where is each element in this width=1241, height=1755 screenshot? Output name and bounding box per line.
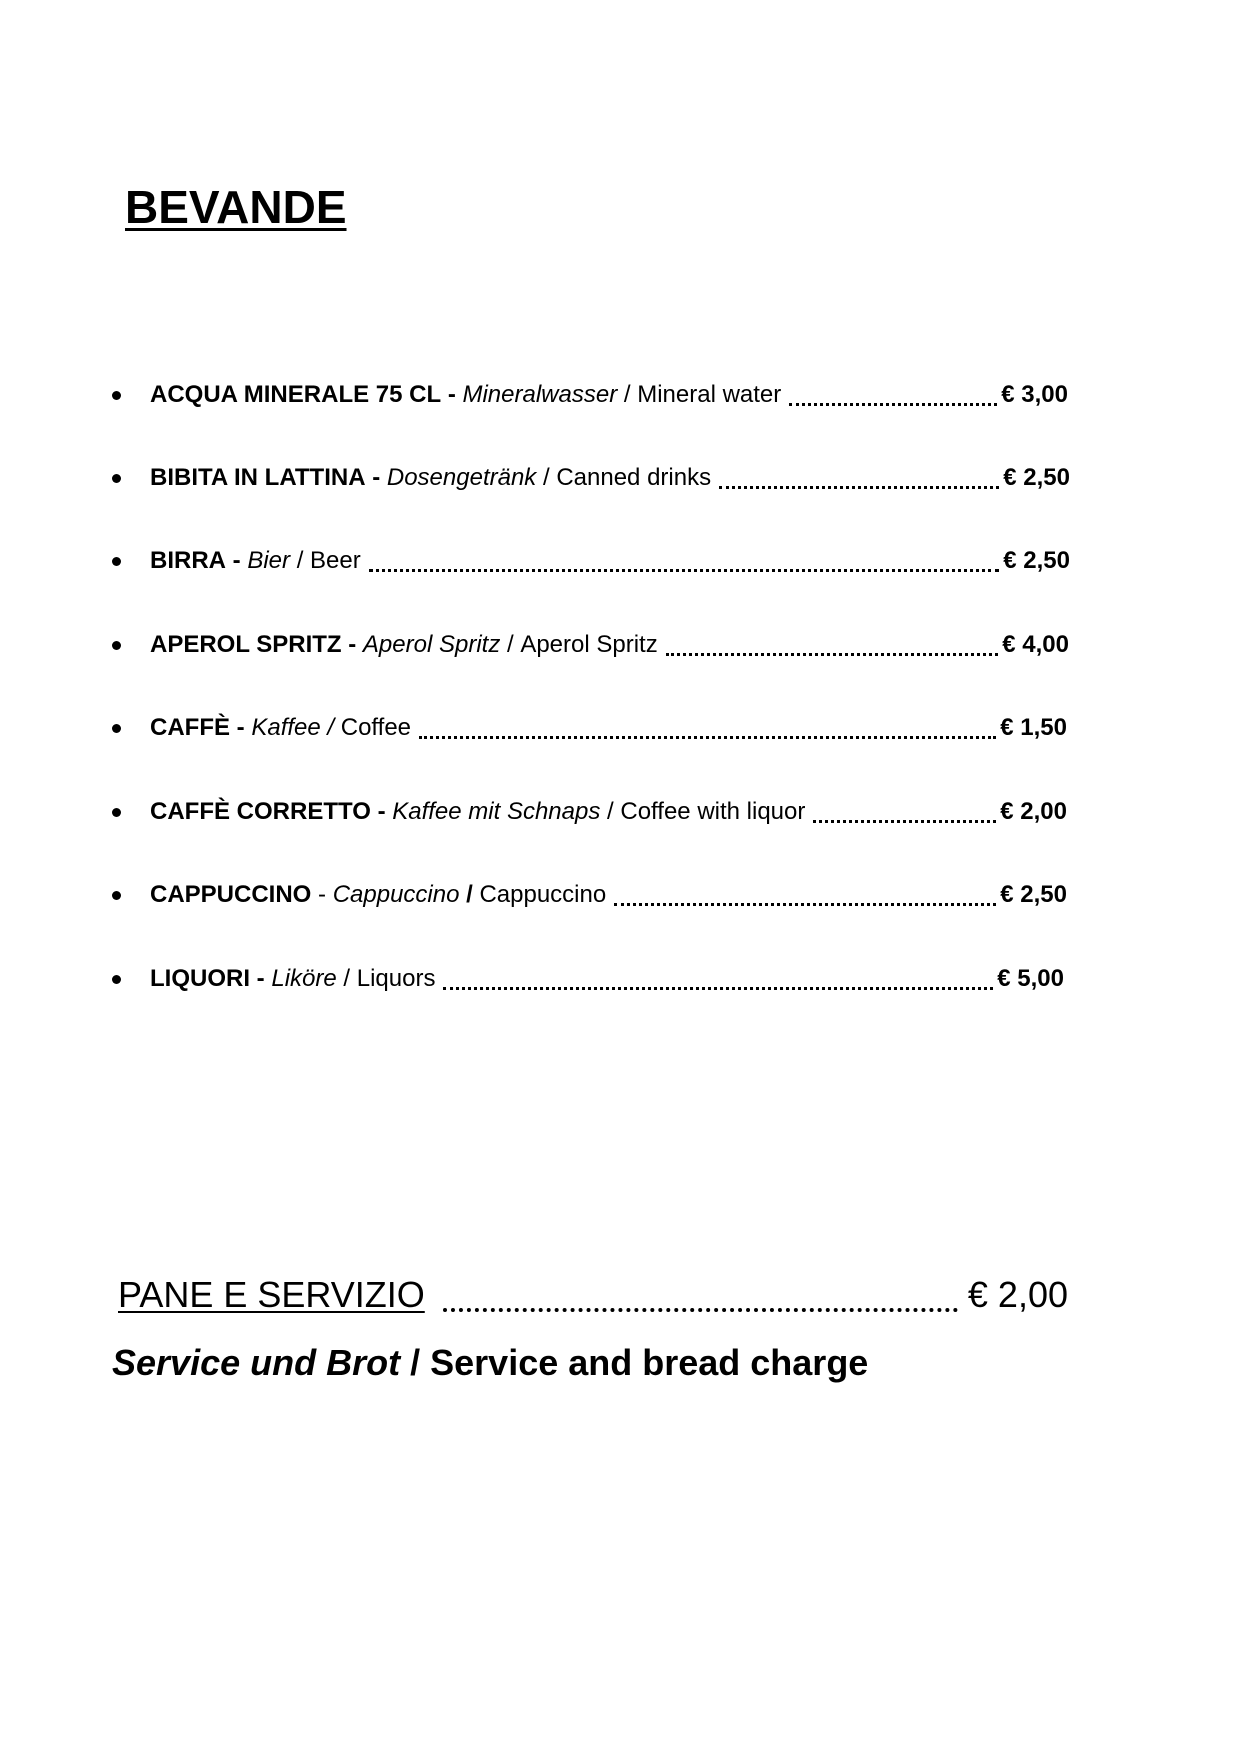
item-english: Beer — [310, 547, 361, 574]
item-english: Coffee — [340, 714, 412, 741]
item-slash: / — [466, 881, 473, 908]
bullet-icon — [112, 891, 121, 900]
item-slash: / — [607, 798, 614, 825]
item-english: Mineral water — [637, 381, 782, 408]
item-price: € 3,00 — [1001, 381, 1068, 408]
item-name: LIQUORI — [150, 965, 250, 992]
item-name: CAFFÈ CORRETTO — [150, 798, 371, 825]
dot-leader — [443, 968, 993, 996]
item-price: € 5,00 — [997, 965, 1064, 992]
list-item — [112, 378, 1068, 412]
dot-leader — [813, 801, 996, 829]
service-slash: / — [410, 1342, 421, 1383]
item-slash: / — [296, 547, 304, 574]
list-item — [112, 544, 1070, 578]
dot-leader — [419, 717, 996, 745]
item-german: Mineralwasser — [462, 381, 618, 408]
dot-leader — [369, 550, 1000, 578]
bullet-icon — [112, 641, 121, 650]
item-german: Liköre — [271, 965, 337, 992]
item-name: CAPPUCCINO — [150, 881, 312, 908]
item-english: Liquors — [356, 965, 436, 992]
dot-leader — [443, 1280, 958, 1320]
item-slash: / — [623, 381, 631, 408]
item-name: APEROL SPRITZ — [150, 631, 342, 658]
item-german: Aperol Spritz — [362, 631, 501, 658]
list-item — [112, 461, 1070, 495]
item-german: Cappuccino — [332, 881, 460, 908]
item-slash: / — [343, 965, 351, 992]
item-separator: - — [348, 631, 357, 658]
item-name: BIRRA — [150, 547, 226, 574]
item-separator: - — [447, 381, 456, 408]
item-name: CAFFÈ — [150, 714, 230, 741]
item-german: Dosengetränk — [386, 464, 537, 491]
list-item — [112, 711, 1067, 745]
item-english: Cappuccino — [479, 881, 607, 908]
bullet-icon — [112, 975, 121, 984]
dot-leader — [719, 467, 999, 495]
dot-leader — [614, 884, 996, 912]
dot-leader — [789, 384, 997, 412]
item-slash: / — [542, 464, 550, 491]
item-slash: / — [506, 631, 514, 658]
item-price: € 2,50 — [1003, 547, 1070, 574]
list-item — [112, 878, 1067, 912]
service-subtitle — [112, 1342, 868, 1384]
item-english: Coffee with liquor — [620, 798, 806, 825]
item-separator: - — [372, 464, 381, 491]
bullet-icon — [112, 557, 121, 566]
service-german: Service und Brot — [112, 1342, 401, 1383]
item-separator: - — [236, 714, 245, 741]
item-price: € 1,50 — [1000, 714, 1067, 741]
bullet-icon — [112, 391, 121, 400]
item-price: € 2,50 — [1003, 464, 1070, 491]
item-name: ACQUA MINERALE 75 CL — [150, 381, 442, 408]
service-charge-row — [118, 1270, 1068, 1320]
page-title: BEVANDE — [125, 181, 347, 233]
item-german: Kaffee mit Schnaps — [392, 798, 601, 825]
bullet-icon — [112, 724, 121, 733]
item-separator: - — [256, 965, 265, 992]
item-english: Aperol Spritz — [520, 631, 658, 658]
service-price: € 2,00 — [967, 1274, 1068, 1315]
list-item — [112, 628, 1069, 662]
item-separator: - — [377, 798, 386, 825]
service-english: Service and bread charge — [430, 1342, 869, 1383]
item-price: € 2,00 — [1000, 798, 1067, 825]
item-separator: - — [318, 881, 327, 908]
item-german: Bier — [247, 547, 291, 574]
item-german: Kaffee / — [251, 714, 335, 741]
dot-leader — [666, 634, 999, 662]
service-title: PANE E SERVIZIO — [118, 1274, 425, 1315]
item-separator: - — [232, 547, 241, 574]
bullet-icon — [112, 808, 121, 817]
item-price: € 2,50 — [1000, 881, 1067, 908]
item-english: Canned drinks — [556, 464, 712, 491]
list-item — [112, 962, 1064, 996]
item-price: € 4,00 — [1002, 631, 1069, 658]
bullet-icon — [112, 474, 121, 483]
item-name: BIBITA IN LATTINA — [150, 464, 366, 491]
list-item — [112, 795, 1067, 829]
